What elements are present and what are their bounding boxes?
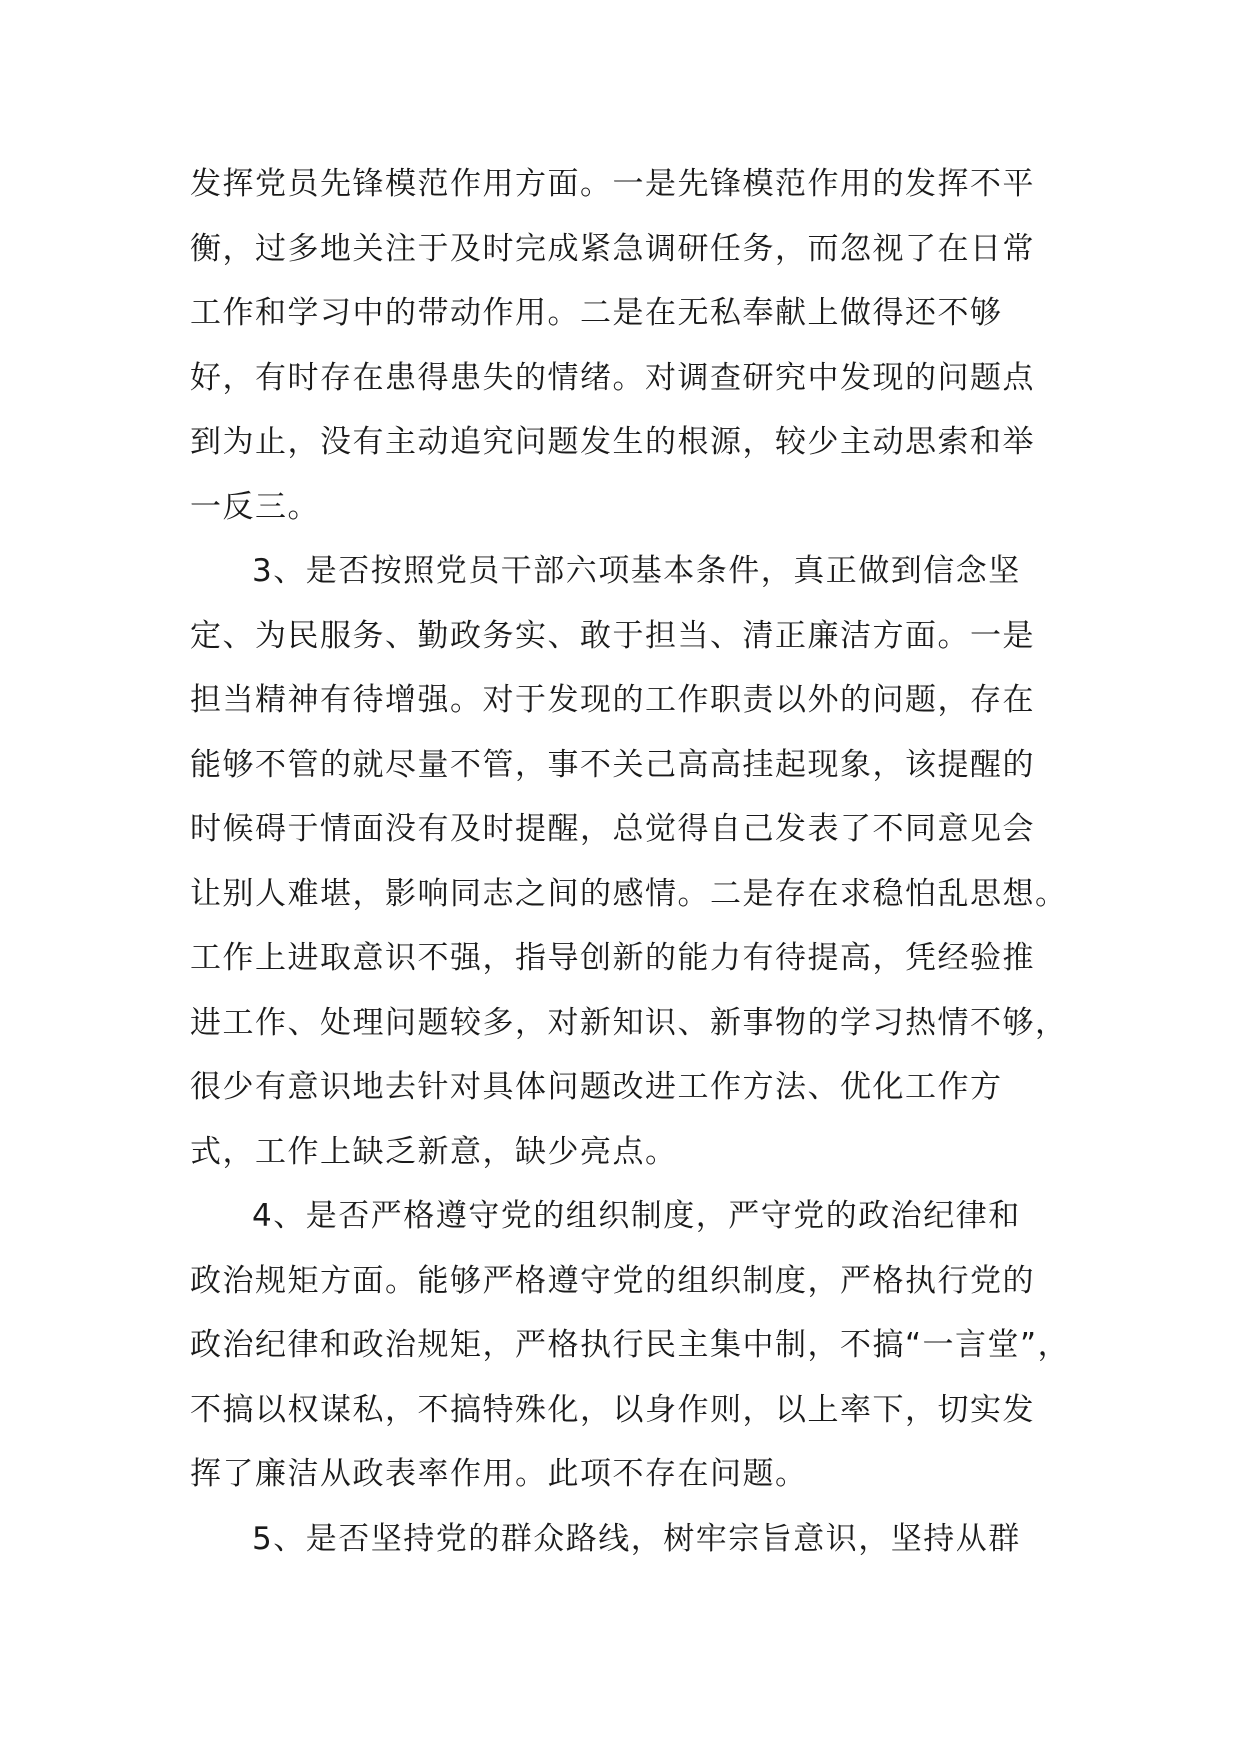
text-line: 5、是否坚持党的群众路线，树牢宗旨意识，坚持从群: [252, 1520, 1021, 1557]
text-line: 担当精神有待增强。对于发现的工作职责以外的问题，存在: [190, 682, 1035, 718]
text-line: 工作和学习中的带动作用。二是在无私奉献上做得还不够: [190, 295, 1003, 331]
text-line: 能够不管的就尽量不管，事不关己高高挂起现象，该提醒的: [190, 746, 1035, 783]
text-line: 好，有时存在患得患失的情绪。对调查研究中发现的问题点: [190, 359, 1035, 396]
text-line: 很少有意识地去针对具体问题改进工作方法、优化工作方: [190, 1069, 1003, 1105]
text-line: 政治规矩方面。能够严格遵守党的组织制度，严格执行党的: [190, 1262, 1035, 1299]
document-body: [190, 152, 1070, 1571]
text-line: 到为止，没有主动追究问题发生的根源，较少主动思索和举: [190, 424, 1035, 460]
text-line: 3、是否按照党员干部六项基本条件，真正做到信念坚: [252, 553, 1021, 589]
text-line: 进工作、处理问题较多，对新知识、新事物的学习热情不够，: [190, 1004, 1068, 1041]
text-line: 发挥党员先锋模范作用方面。一是先锋模范作用的发挥不平: [190, 166, 1035, 202]
text-line: 挥了廉洁从政表率作用。此项不存在问题。: [190, 1456, 808, 1492]
text-line: 一反三。: [190, 488, 320, 525]
text-line: 定、为民服务、勤政务实、敢于担当、清正廉洁方面。一是: [190, 617, 1035, 654]
text-line: 时候碍于情面没有及时提醒，总觉得自己发表了不同意见会: [190, 811, 1035, 847]
text-line: 不搞以权谋私，不搞特殊化，以身作则，以上率下，切实发: [190, 1391, 1035, 1428]
text-line: 衡，过多地关注于及时完成紧急调研任务，而忽视了在日常: [190, 230, 1035, 267]
text-line: 让别人难堪，影响同志之间的感情。二是存在求稳怕乱思想。: [190, 875, 1068, 912]
text-line: 4、是否严格遵守党的组织制度，严守党的政治纪律和: [252, 1198, 1021, 1234]
text-line: 工作上进取意识不强，指导创新的能力有待提高，凭经验推: [190, 940, 1035, 976]
text-line: 政治纪律和政治规矩，严格执行民主集中制，不搞“一言堂”，: [190, 1327, 1071, 1363]
text-line: 式，工作上缺乏新意，缺少亮点。: [190, 1133, 678, 1170]
